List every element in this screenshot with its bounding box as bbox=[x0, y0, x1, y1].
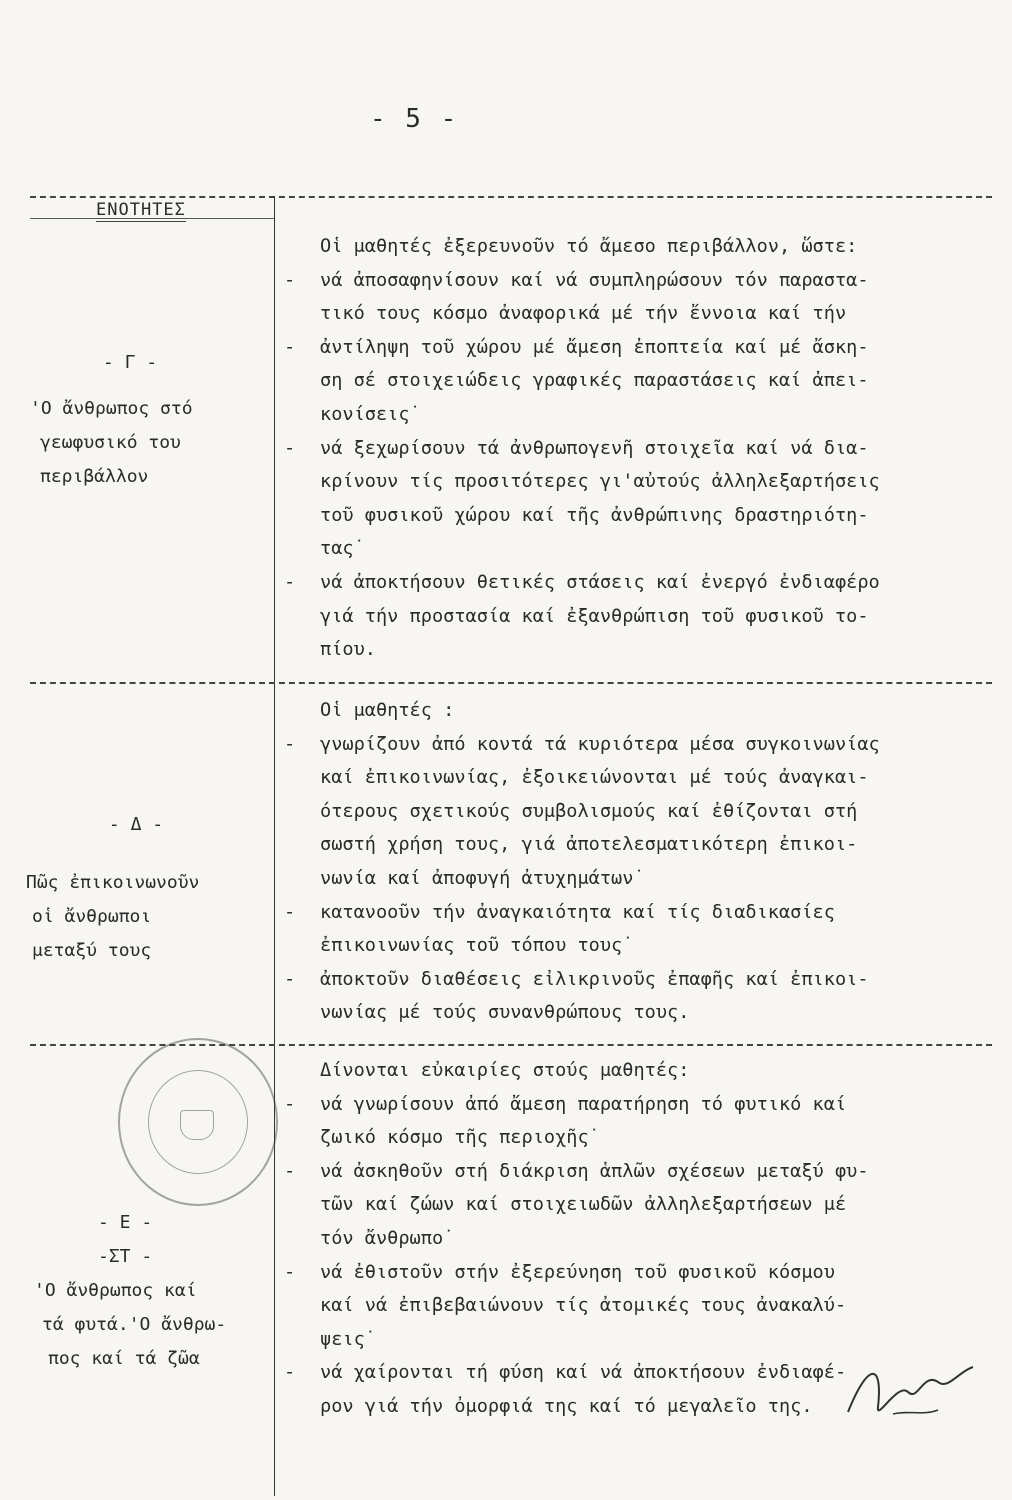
content-line: - ἀποκτοῦν διαθέσεις εἰλικρινοῦς ἐπαφῆς καί ἐπικοι- bbox=[284, 968, 869, 990]
content-line: - κατανοοῦν τήν ἀναγκαιότητα καί τίς διαδικασίες bbox=[284, 901, 835, 923]
content-line: - νά ἀποσαφηνίσουν καί νά συμπληρώσουν τόν παραστα- bbox=[284, 269, 869, 291]
content-line: ότερους σχετικούς συμβολισμούς καί ἐθίζονται στή bbox=[320, 800, 858, 822]
content-line: ση σέ στοιχειώδεις γραφικές παραστάσεις καί ἀπει- bbox=[320, 370, 869, 392]
content-line: κρίνουν τίς προσιτότερες γι'αὐτούς ἀλληλεξαρτήσεις bbox=[320, 471, 880, 493]
content-line: - νά ἀποκτήσουν θετικές στάσεις καί ἐνεργό ἐνδιαφέρο bbox=[284, 571, 880, 593]
content-line: τῶν καί ζώων καί στοιχειωδῶν ἀλληλεξαρτήσεων μέ bbox=[320, 1194, 847, 1216]
content-line: Οἱ μαθητές : bbox=[320, 700, 455, 721]
content-line: - νά ἐθιστοῦν στήν ἐξερεύνηση τοῦ φυσικοῦ κόσμου bbox=[284, 1261, 835, 1283]
section-title-line: πος καί τά ζῶα bbox=[48, 1348, 200, 1369]
seal-shield-icon bbox=[180, 1110, 214, 1140]
content-line: - γνωρίζουν ἀπό κοντά τά κυριότερα μέσα συγκοινωνίας bbox=[284, 733, 880, 755]
content-line: - νά χαίρονται τή φύση καί νά ἀποκτήσουν ἐνδιαφέ- bbox=[284, 1362, 847, 1384]
content-line: Οἱ μαθητές ἐξερευνοῦν τό ἄμεσο περιβάλλον, ὥστε: bbox=[320, 236, 858, 257]
content-line: ζωικό κόσμο τῆς περιοχῆς˙ bbox=[320, 1127, 600, 1149]
content-line: τας˙ bbox=[320, 538, 365, 560]
page-number: - 5 - bbox=[370, 104, 459, 134]
content-line: - ἀντίληψη τοῦ χώρου μέ ἄμεση ἐποπτεία καί μέ ἄσκη- bbox=[284, 336, 869, 358]
section-code: - Δ - bbox=[108, 814, 164, 835]
column-header: ΕΝΟΤΗΤΕΣ bbox=[96, 200, 186, 220]
section-title-line: 'Ο ἄνθρωπος καί bbox=[34, 1280, 197, 1301]
section-title-line: τά φυτά.'Ο ἄνθρω- bbox=[42, 1314, 227, 1335]
section-title-line: 'Ο ἄνθρωπος στό bbox=[30, 398, 193, 419]
section-title-line: μεταξύ τους bbox=[32, 940, 152, 961]
section-gamma-content bbox=[284, 230, 1006, 667]
section-gamma-label bbox=[30, 346, 230, 494]
content-line: ψεις˙ bbox=[320, 1328, 376, 1350]
content-line: - νά ξεχωρίσουν τά ἀνθρωπογενῆ στοιχεῖα καί νά δια- bbox=[284, 437, 869, 459]
content-line: ρον γιά τήν ὀμορφιά της καί τό μεγαλεῖο της. bbox=[320, 1395, 813, 1417]
column-divider bbox=[274, 196, 275, 1496]
section-epsilon-label bbox=[34, 1206, 254, 1376]
section-title-line: οἱ ἄνθρωποι bbox=[32, 906, 152, 927]
section-code-secondary: -ΣΤ - bbox=[98, 1246, 153, 1267]
content-line: τικό τους κόσμο ἀναφορικά μέ τήν ἔννοια καί τήν bbox=[320, 303, 847, 325]
handwritten-signature bbox=[838, 1352, 978, 1432]
content-line: τόν ἄνθρωπο˙ bbox=[320, 1227, 455, 1249]
section-title-line: γεωφυσικό του bbox=[40, 432, 181, 453]
top-rule bbox=[30, 196, 992, 198]
section-title-line: περιβάλλον bbox=[40, 466, 149, 487]
content-line: καί νά ἐπιβεβαιώνουν τίς ἀτομικές τους ἀνακαλύ- bbox=[320, 1295, 847, 1317]
header-underline bbox=[30, 218, 274, 219]
section-code: - Γ - bbox=[102, 352, 158, 373]
content-line: γιά τήν προστασία καί ἐξανθρώπιση τοῦ φυσικοῦ το- bbox=[320, 605, 869, 627]
section-delta-content bbox=[284, 694, 1006, 1030]
content-line: - νά ἀσκηθοῦν στή διάκριση ἁπλῶν σχέσεων μεταξύ φυ- bbox=[284, 1160, 869, 1182]
section-delta-label bbox=[26, 808, 246, 968]
content-line: κονίσεις˙ bbox=[320, 403, 421, 425]
content-line: νωνίας μέ τούς συνανθρώπους τους. bbox=[320, 1002, 690, 1024]
content-line: σωστή χρήση τους, γιά ἀποτελεσματικότερη ἐπικοι- bbox=[320, 834, 858, 856]
official-seal-stamp bbox=[118, 1038, 278, 1206]
section-title-line: Πῶς ἐπικοινωνοῦν bbox=[26, 872, 200, 893]
content-line: πίου. bbox=[320, 639, 376, 661]
section-divider bbox=[30, 682, 992, 684]
content-line: καί ἐπικοινωνίας, ἐξοικειώνονται μέ τούς ἀναγκαι- bbox=[320, 767, 869, 789]
content-line: νωνία καί ἀποφυγή ἀτυχημάτων˙ bbox=[320, 867, 645, 889]
content-line: τοῦ φυσικοῦ χώρου καί τῆς ἀνθρώπινης δραστηριότη- bbox=[320, 504, 869, 526]
content-line: ἐπικοινωνίας τοῦ τόπου τους˙ bbox=[320, 935, 634, 957]
content-line: Δίνονται εὐκαιρίες στούς μαθητές: bbox=[320, 1060, 690, 1081]
content-line: - νά γνωρίσουν ἀπό ἄμεση παρατήρηση τό φυτικό καί bbox=[284, 1093, 847, 1115]
section-code: - Ε - bbox=[98, 1212, 153, 1233]
